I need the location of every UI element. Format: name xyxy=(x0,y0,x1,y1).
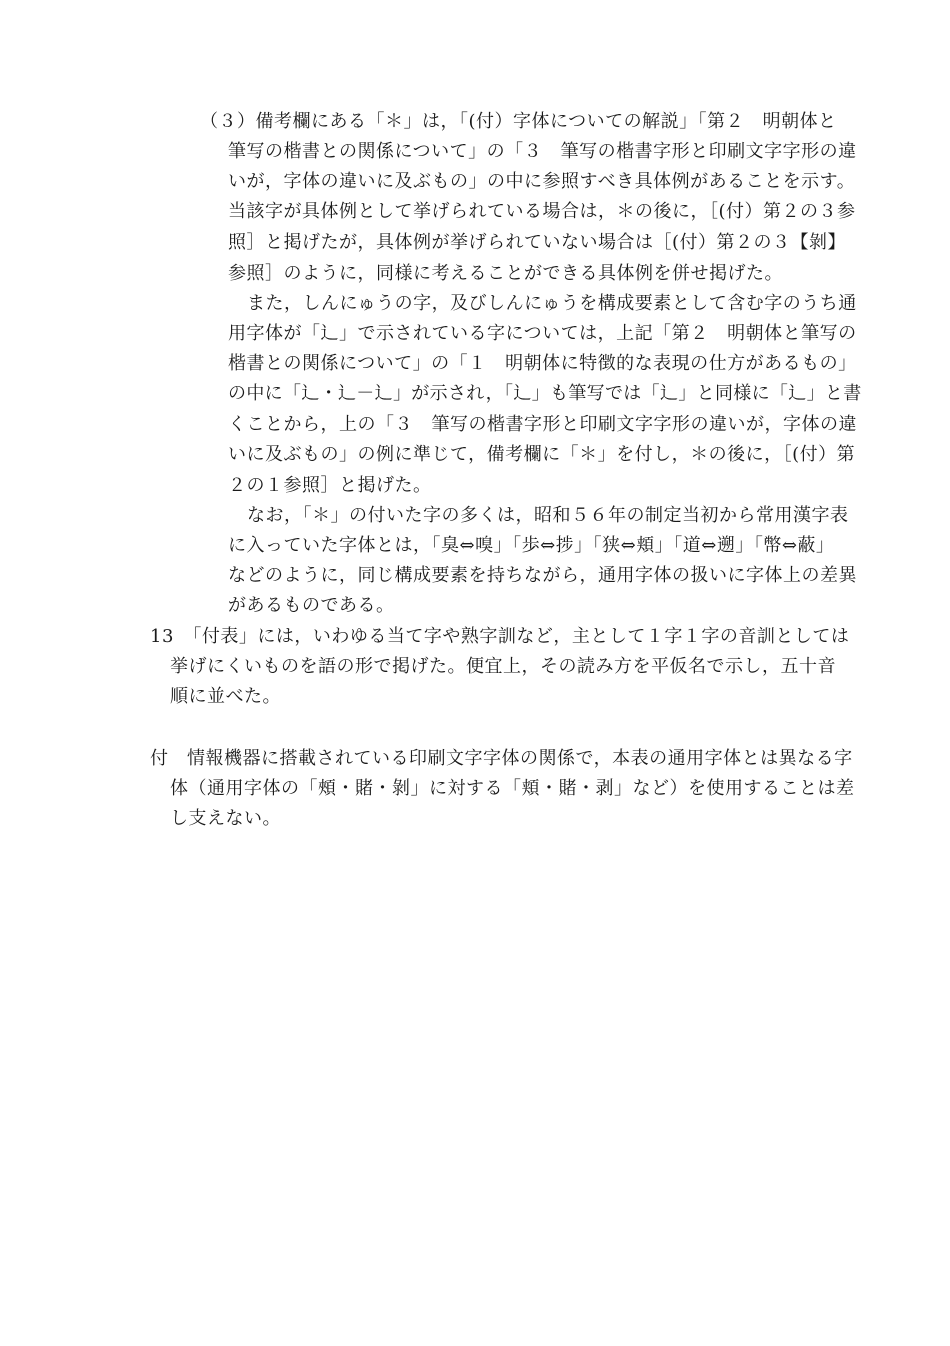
text-line: 筆写の楷書との関係について」の「３ 筆写の楷書字形と印刷文字字形の違 xyxy=(228,141,857,162)
text-line: 用字体が「辶」で示されている字については，上記「第２ 明朝体と筆写の xyxy=(228,323,857,344)
text-line: 付 情報機器に搭載されている印刷文字字体の関係で，本表の通用字体とは異なる字 xyxy=(150,748,853,769)
text-line: （３）備考欄にある「＊」は，「(付）字体についての解説」「第２ 明朝体と xyxy=(200,111,837,132)
text-line: などのように，同じ構成要素を持ちながら，通用字体の扱いに字体上の差異 xyxy=(228,565,857,586)
text-line: ２の１参照］と掲げた。 xyxy=(228,475,432,496)
text-line: 楷書との関係について」の「１ 明朝体に特徴的な表現の仕方があるもの」 xyxy=(228,353,857,374)
text-line: いに及ぶもの」の例に準じて，備考欄に「＊」を付し，＊の後に，［(付）第 xyxy=(228,444,856,465)
text-line: に入っていた字体とは，「臭⇔嗅」「歩⇔捗」「狭⇔頬」「道⇔遡」「幣⇔蔽」 xyxy=(228,535,835,556)
text-line: また，しんにゅうの字，及びしんにゅうを構成要素として含む字のうち通 xyxy=(247,293,857,314)
text-line: 参照］のように，同様に考えることができる具体例を併せ掲げた。 xyxy=(228,263,783,284)
text-line: 挙げにくいものを語の形で掲げた。便宜上，その読み方を平仮名で示し，五十音 xyxy=(170,656,836,677)
text-line: 当該字が具体例として挙げられている場合は，＊の後に，［(付）第２の３参 xyxy=(228,201,856,222)
text-line: いが，字体の違いに及ぶもの」の中に参照すべき具体例があることを示す。 xyxy=(228,171,856,192)
text-line: くことから，上の「３ 筆写の楷書字形と印刷文字字形の違いが，字体の違 xyxy=(228,414,857,435)
text-line: があるものである。 xyxy=(228,595,395,616)
text-line: 照］と掲げたが，具体例が挙げられていない場合は［(付）第２の３【剝】 xyxy=(228,232,847,253)
text-line: の中に「辶・辶－⻌」が示され，「辶」も筆写では「辶」と同様に「⻌」と書 xyxy=(228,383,862,404)
text-line: なお，「＊」の付いた字の多くは，昭和５６年の制定当初から常用漢字表 xyxy=(247,505,849,526)
text-line: 13 「付表」には，いわゆる当て字や熟字訓など，主として１字１字の音訓としては xyxy=(150,626,850,647)
text-line: 体（通用字体の「頰・賭・剝」に対する「頬・賭・剥」など）を使用することは差 xyxy=(170,778,855,799)
text-line: 順に並べた。 xyxy=(170,686,281,707)
text-line: し支えない。 xyxy=(170,808,281,829)
